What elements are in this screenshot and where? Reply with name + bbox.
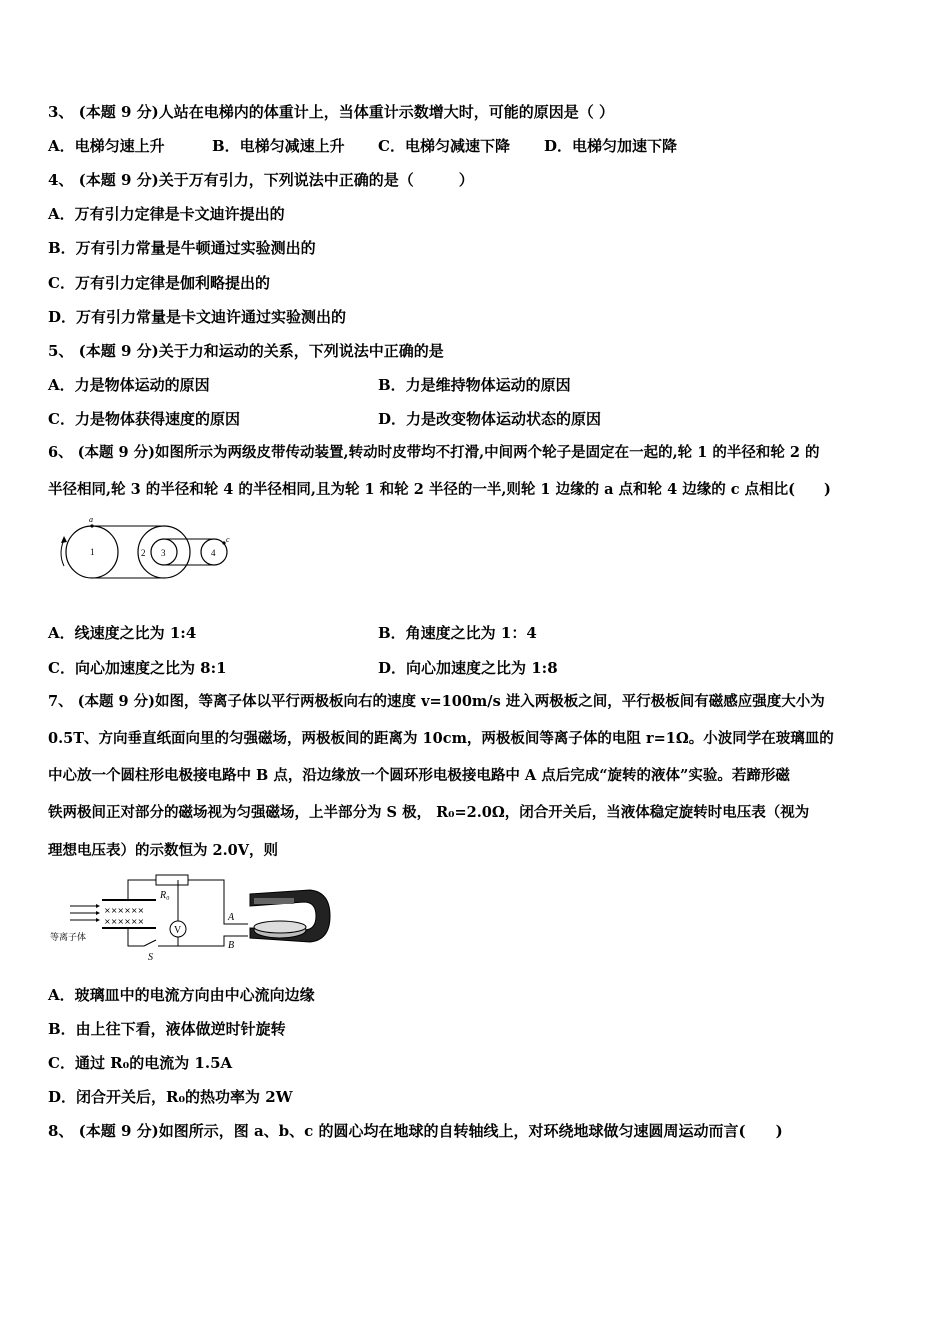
field-marks-top: ××××××	[104, 906, 145, 915]
q4-stem: 4、 (本题 9 分)关于万有引力，下列说法中正确的是（ ）	[48, 171, 474, 189]
q7-stem-line-5: 理想电压表）的示数恒为 2.0V，则	[48, 842, 279, 859]
q5-option-d: D．力是改变物体运动状态的原因	[378, 410, 602, 428]
field-marks-bottom: ××××××	[104, 917, 145, 926]
q8-stem: 8、 (本题 9 分)如图所示，图 a、b、c 的圆心均在地球的自转轴线上，对环绕地球做匀速圆周运动而言( )	[48, 1122, 783, 1140]
rotation-arrow-icon	[61, 540, 64, 566]
q7-option-b: B．由上往下看，液体做逆时针旋转	[48, 1020, 286, 1038]
label-v: V	[174, 925, 182, 936]
label-4: 4	[211, 548, 216, 558]
switch-s	[144, 940, 156, 946]
q7-option-d: D．闭合开关后，R₀的热功率为 2W	[48, 1088, 293, 1106]
label-1: 1	[90, 547, 95, 557]
label-a-point: A	[228, 912, 235, 923]
q5-option-c: C．力是物体获得速度的原因	[48, 410, 240, 428]
label-c: c	[226, 535, 230, 544]
resistor-r0	[156, 875, 188, 885]
q3-option-c: C．电梯匀减速下降	[378, 137, 510, 155]
q6-stem-line-1: 6、 (本题 9 分)如图所示为两级皮带传动装置,转动时皮带均不打滑,中间两个轮子是固定在一起的,轮 1 的半径和轮 2 的	[48, 444, 820, 461]
q6-option-a: A．线速度之比为 1:4	[48, 624, 197, 642]
q3-option-d: D．电梯匀加速下降	[544, 137, 678, 155]
q3-option-a: A．电梯匀速上升	[48, 137, 165, 155]
label-plasma: 等离子体	[50, 933, 87, 943]
q6-stem-line-2: 半径相同,轮 3 的半径和轮 4 的半径相同,且为轮 1 和轮 2 半径的一半,则轮 1 边缘的 a 点和轮 4 边缘的 c 点相比( )	[48, 481, 831, 498]
point-a	[90, 524, 93, 527]
label-s: S	[148, 952, 153, 963]
q4-option-c: C．万有引力定律是伽利略提出的	[48, 274, 270, 292]
q5-stem: 5、 (本题 9 分)关于力和运动的关系，下列说法中正确的是	[48, 342, 444, 360]
q4-option-d: D．万有引力常量是卡文迪许通过实验测出的	[48, 308, 347, 326]
q4-option-a: A．万有引力定律是卡文迪许提出的	[48, 205, 285, 223]
q7-option-c: C．通过 R₀的电流为 1.5A	[48, 1054, 233, 1072]
q7-option-a: A．玻璃皿中的电流方向由中心流向边缘	[48, 986, 315, 1004]
label-b-point: B	[228, 940, 235, 951]
q5-option-b: B．力是维持物体运动的原因	[378, 376, 571, 394]
q6-option-d: D．向心加速度之比为 1:8	[378, 659, 558, 677]
q7-stem-line-4: 铁两极间正对部分的磁场视为匀强磁场，上半部分为 S 极， R₀=2.0Ω，闭合开关后，当液体稳定旋转时电压表（视为	[48, 804, 810, 821]
q7-stem-line-3: 中心放一个圆柱形电极接电路中 B 点，沿边缘放一个圆环形电极接电路中 A 点后完成“旋转的液体”实验。若蹄形磁	[48, 767, 790, 784]
circuit-figure	[48, 872, 338, 964]
arrowhead-icon	[61, 536, 67, 543]
label-r0: R₀	[160, 890, 170, 901]
q4-option-b: B．万有引力常量是牛顿通过实验测出的	[48, 239, 316, 257]
belt-drive-figure	[52, 512, 242, 584]
q6-option-b: B．角速度之比为 1：4	[378, 624, 537, 642]
label-a: a	[89, 515, 93, 524]
label-3: 3	[161, 548, 166, 558]
label-2: 2	[141, 548, 146, 558]
q7-stem-line-1: 7、 (本题 9 分)如图，等离子体以平行两极板向右的速度 v=100m/s 进入两极板之间，平行极板间有磁感应强度大小为	[48, 693, 825, 710]
q6-option-c: C．向心加速度之比为 8:1	[48, 659, 227, 677]
q7-stem-line-2: 0.5T、方向垂直纸面向里的匀强磁场，两极板间的距离为 10cm，两极板间等离子体的电阻 r=1Ω。小波同学在玻璃皿的	[48, 730, 834, 747]
q5-option-a: A．力是物体运动的原因	[48, 376, 210, 394]
q3-stem: 3、 (本题 9 分)人站在电梯内的体重计上，当体重计示数增大时，可能的原因是（ ）	[48, 103, 614, 121]
q3-option-b: B．电梯匀减速上升	[212, 137, 345, 155]
